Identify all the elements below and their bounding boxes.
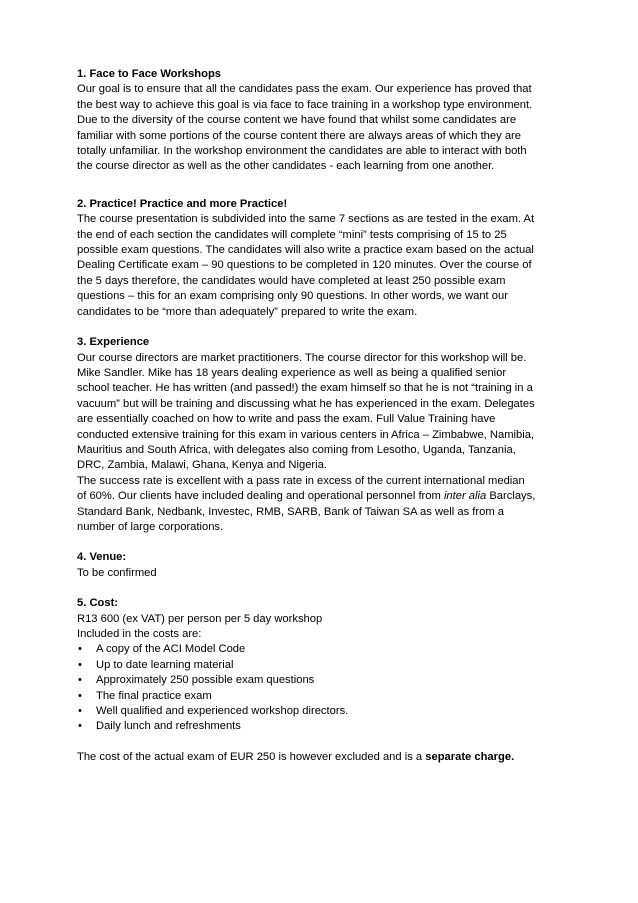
clients-italic: inter alia	[443, 490, 487, 503]
paragraph-line: the end of each section the candidates will complete “mini” tests comprising of 15 to 25	[77, 228, 507, 241]
paragraph-line: totally unfamiliar. In the workshop environment the candidates are able to interact with both	[77, 145, 527, 158]
paragraph-line: The course presentation is subdivided into the same 7 sections as are tested in the exam. At	[77, 213, 535, 226]
list-item: • A copy of the ACI Model Code	[77, 642, 567, 657]
list-item: • Up to date learning material	[77, 658, 567, 673]
paragraph-line: Our course directors are market practitioners. The course director for this workshop will be.	[77, 351, 527, 364]
bullet-icon: •	[78, 720, 82, 733]
cost-price: R13 600 (ex VAT) per person per 5 day workshop	[77, 612, 323, 625]
paragraph-line: vacuum” but will be training and discussing what he has experienced in the exam. Delegates	[77, 397, 535, 410]
section-experience	[77, 335, 567, 535]
section-heading: 4. Venue:	[77, 551, 127, 564]
clients-suffix: Barclays,	[486, 490, 536, 503]
section-venue	[77, 550, 567, 581]
paragraph-line: possible exam questions. The candidates will also write a practice exam based on the actual	[77, 244, 534, 257]
paragraph-line: are essentially coached on how to write and pass the exam. Full Value Training have	[77, 413, 496, 426]
clients-prefix: of 60%. Our clients have included dealing and operational personnel from	[77, 490, 444, 503]
paragraph-line: DRC, Zambia, Malawi, Ghana, Kenya and Nigeria.	[77, 459, 327, 472]
paragraph-line: number of large corporations.	[77, 520, 224, 533]
list-item: • The final practice exam	[77, 689, 567, 704]
paragraph-line: school teacher. He has written (and passed!) the exam himself so that he is not “training in a	[77, 382, 533, 395]
paragraph-line: the course director as well as the other candidates - each learning from one another.	[77, 160, 495, 173]
venue-text: To be confirmed	[77, 566, 157, 579]
bullet-icon: •	[78, 705, 82, 718]
paragraph-line: candidates to be “more than adequately” prepared to write the exam.	[77, 305, 418, 318]
list-item: • Approximately 250 possible exam questions	[77, 673, 567, 688]
paragraph-line: conducted extensive training for this exam in various centers in Africa – Zimbabwe, Namibia,	[77, 428, 535, 441]
paragraph-line: the best way to achieve this goal is via face to face training in a workshop type environment.	[77, 98, 533, 111]
document-page	[77, 67, 567, 765]
paragraph-line: Mauritius and South Africa, with delegates also coming from Lesotho, Uganda, Tanzania,	[77, 443, 516, 456]
bullet-icon: •	[78, 658, 82, 671]
paragraph-line: Dealing Certificate exam – 90 questions to be completed in 120 minutes. Over the course of	[77, 259, 532, 272]
closing-bold: separate charge.	[425, 750, 515, 763]
section-heading: 2. Practice! Practice and more Practice!	[77, 197, 288, 210]
paragraph-line: Our goal is to ensure that all the candidates pass the exam. Our experience has proved that	[77, 83, 532, 96]
section-cost	[77, 596, 567, 735]
section-face-to-face-workshops	[77, 67, 567, 175]
bullet-icon: •	[78, 689, 82, 702]
paragraph-line: Standard Bank, Nedbank, Investec, RMB, SARB, Bank of Taiwan SA as well as from a	[77, 505, 504, 518]
section-heading: 1. Face to Face Workshops	[77, 68, 222, 80]
paragraph-line-clients	[77, 489, 567, 504]
paragraph-line: questions – this for an exam comprising only 90 questions. In other words, we want our	[77, 290, 508, 303]
cost-included-list	[77, 642, 567, 734]
section-practice	[77, 197, 567, 320]
list-item: • Well qualified and experienced workshop directors.	[77, 704, 567, 719]
paragraph-line: The success rate is excellent with a pass rate in excess of the current international median	[77, 474, 525, 487]
section-heading: 3. Experience	[77, 336, 150, 349]
cost-included-intro: Included in the costs are:	[77, 628, 202, 640]
list-item: • Daily lunch and refreshments	[77, 719, 567, 734]
section-heading: 5. Cost:	[77, 597, 119, 610]
paragraph-line: familiar with some portions of the course content there are always areas of which they are	[77, 129, 521, 142]
paragraph-line: the 5 days therefore, the candidates would have completed at least 250 possible exam	[77, 274, 506, 287]
closing-prefix: The cost of the actual exam of EUR 250 is however excluded and is a	[77, 750, 426, 763]
paragraph-line: Mike Sandler. Mike has 18 years dealing experience as well as being a qualified senior	[77, 366, 507, 379]
closing-note	[77, 750, 567, 765]
bullet-icon: •	[78, 643, 82, 656]
bullet-icon: •	[78, 674, 82, 687]
paragraph-line: Due to the diversity of the course content we have found that whilst some candidates are	[77, 114, 517, 127]
